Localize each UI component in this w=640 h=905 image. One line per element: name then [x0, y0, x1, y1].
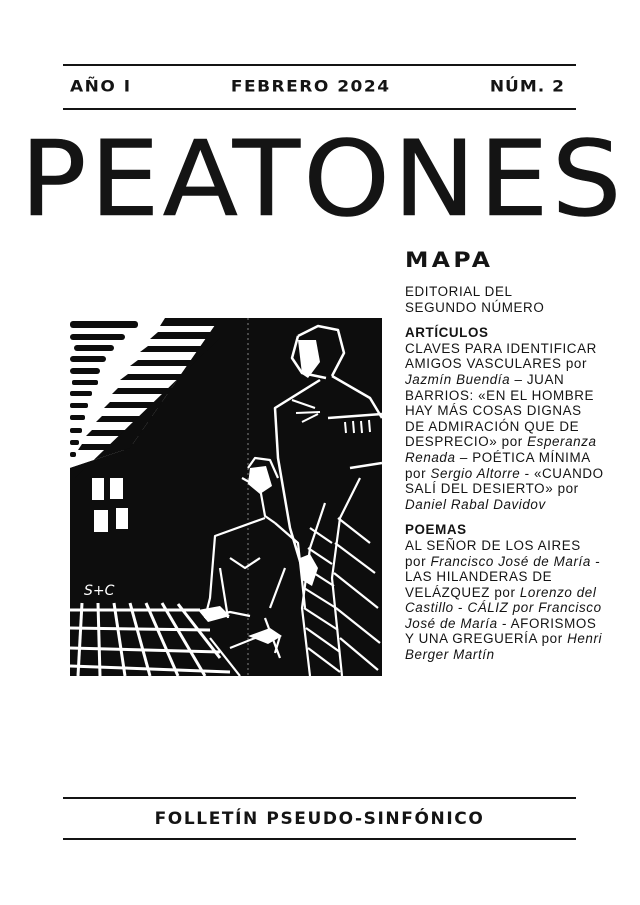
masthead-bottom-rule [63, 108, 576, 110]
poem-entry: AL SEÑOR DE LOS AIRES por Francisco José de María - [405, 537, 601, 569]
table-of-contents [405, 248, 605, 673]
article-entry: CLAVES PARA IDENTIFICAR AMIGOS VASCULARES por Jazmín Buendía – [405, 340, 597, 387]
masthead-top-rule [63, 64, 576, 66]
masthead-issue-number: NÚM. 2 [489, 77, 565, 97]
article-entry: «CUANDO SALÍ DEL DESIERTO» por Daniel Rabal Davidov [405, 465, 604, 512]
masthead-year: AÑO I [70, 77, 132, 97]
article-author: Esperanza Renada [405, 434, 597, 465]
masthead [70, 75, 565, 99]
poem-author: Henri Berger Martín [405, 631, 603, 663]
editorial-entry [405, 284, 555, 315]
footer-tagline: FOLLETÍN PSEUDO-SINFÓNICO [154, 809, 485, 829]
editorial-title: EDITORIAL DEL SEGUNDO NÚMERO [405, 284, 545, 315]
masthead-date: FEBRERO 2024 [230, 77, 391, 97]
poem-author: Lorenzo del Castillo [405, 584, 597, 616]
poems-heading: POEMAS [405, 522, 467, 538]
articles-heading: ARTÍCULOS [405, 325, 489, 341]
poem-entry: CÁLIZ por Francisco José de María - [405, 600, 602, 631]
article-entry: JUAN BARRIOS: «EN EL HOMBRE HAY MÁS COSAS DIGNAS DE ADMIRACIÓN QUE DE DESPRECIO» por Esperanza Renada – [405, 371, 597, 465]
article-author: Daniel Rabal Davidov [405, 496, 546, 512]
cover-woodcut-image [70, 318, 382, 676]
footer-top-rule [63, 797, 576, 799]
magazine-title: PEATONES [20, 118, 625, 240]
contents-section-title: MAPA [405, 248, 494, 272]
poems-section [405, 522, 605, 662]
footer-bottom-rule [63, 838, 576, 840]
poem-author: Francisco José de María [405, 600, 602, 631]
svg-text:S+C: S+C [84, 583, 115, 599]
articles-section [405, 325, 605, 512]
article-author: Sergio Altorre [430, 465, 521, 481]
poem-entry: AFORISMOS Y UNA GREGUERÍA por Henri Berger Martín [405, 615, 603, 663]
article-author: Jazmín Buendía [405, 371, 511, 387]
article-entry: POÉTICA MÍNIMA por Sergio Altorre - [405, 449, 591, 481]
poem-entry: LAS HILANDERAS DE VELÁZQUEZ por Lorenzo del Castillo - [405, 569, 597, 616]
poem-author: Francisco José de María [430, 553, 591, 569]
